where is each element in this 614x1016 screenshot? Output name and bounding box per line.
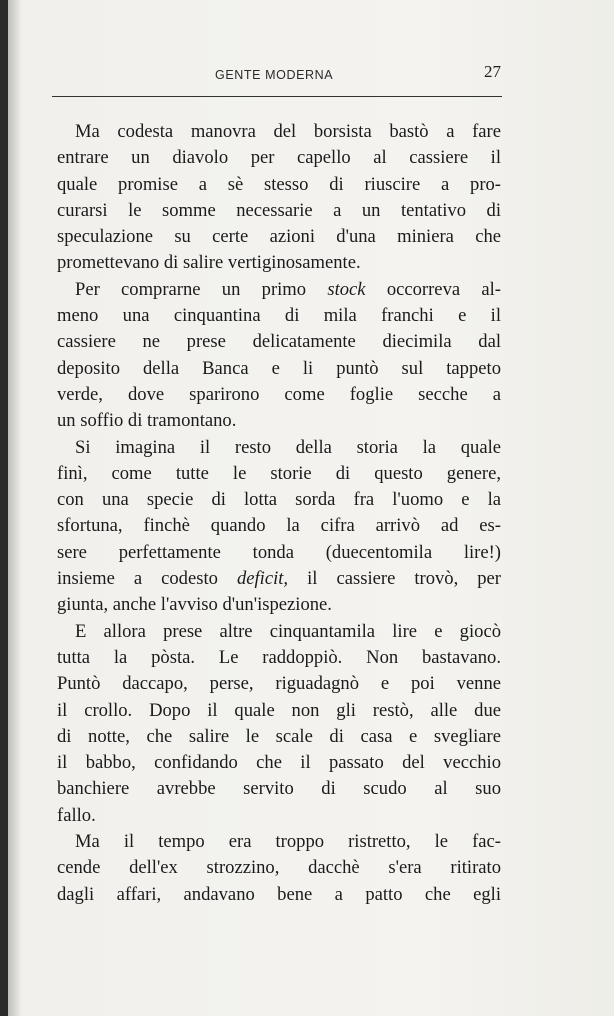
text-line: dagli affari, andavano bene a patto che egli — [57, 883, 501, 905]
text-line: entrare un diavolo per capello al cassiere il — [57, 147, 501, 169]
running-head — [55, 60, 505, 88]
text-line: curarsi le somme necessarie a un tentativo di — [57, 199, 501, 221]
text-line: fallo. — [57, 804, 96, 826]
paragraph-5 — [57, 829, 501, 908]
text-segment: occorreva al- — [386, 278, 501, 300]
page-number: 27 — [484, 62, 501, 81]
text-line: tutta la pòsta. Le raddoppiò. Non bastavano. — [57, 646, 501, 668]
binding-shadow — [8, 0, 22, 1016]
paragraph-1 — [57, 119, 501, 277]
paragraph-4 — [57, 619, 501, 829]
text-line: il crollo. Dopo il quale non gli restò, alle due — [57, 699, 501, 721]
text-line: finì, come tutte le storie di questo genere, — [57, 462, 501, 484]
text-segment: Per comprarne un primo — [75, 278, 307, 300]
text-line: il babbo, confidando che il passato del vecchio — [57, 752, 501, 774]
text-line: cassiere ne prese delicatamente diecimila dal — [57, 331, 501, 353]
paragraph-3 — [57, 435, 501, 619]
text-line: E allora prese altre cinquantamila lire e giocò — [75, 620, 501, 642]
text-line: un soffio di tramontano. — [57, 410, 237, 432]
text-line: verde, dove sparirono come foglie secche a — [57, 383, 501, 405]
paragraph-2 — [57, 277, 501, 435]
text-segment: il cassiere trovò, per — [307, 568, 501, 590]
text-line: sfortuna, finchè quando la cifra arrivò ad es- — [57, 515, 501, 537]
book-binding-edge — [0, 0, 8, 1016]
text-line: giunta, anche l'avviso d'un'ispezione. — [57, 594, 332, 616]
italic-term: stock — [327, 278, 366, 300]
text-line: sere perfettamente tonda (duecentomila lire!) — [57, 541, 501, 563]
text-line: quale promise a sè stesso di riuscire a pro- — [57, 173, 501, 195]
text-line: Ma codesta manovra del borsista bastò a fare — [75, 121, 501, 142]
text-line: di notte, che salire le scale di casa e svegliare — [57, 725, 501, 747]
text-line: Ma il tempo era troppo ristretto, le fac- — [75, 831, 501, 853]
italic-term: deficit, — [236, 568, 289, 590]
text-line: con una specie di lotta sorda fra l'uomo e la — [57, 489, 501, 511]
text-line: Puntò daccapo, perse, riguadagnò e poi venne — [57, 673, 501, 695]
text-line: deposito della Banca e li puntò sul tappeto — [57, 357, 501, 379]
text-line — [57, 566, 501, 592]
header-rule — [52, 96, 502, 97]
text-line: meno una cinquantina di mila franchi e il — [57, 305, 501, 327]
body-text — [57, 119, 501, 908]
text-line: Si imagina il resto della storia la quale — [75, 436, 501, 458]
text-line: promettevano di salire vertiginosamente. — [57, 252, 361, 274]
text-segment: insieme a codesto — [57, 568, 218, 590]
text-line — [57, 277, 501, 303]
text-line: speculazione su certe azioni d'una miniera che — [57, 226, 501, 248]
text-line: cende dell'ex strozzino, dacchè s'era ritirato — [57, 857, 501, 879]
running-title: GENTE MODERNA — [215, 68, 334, 82]
text-line: banchiere avrebbe servito di scudo al suo — [57, 778, 501, 800]
